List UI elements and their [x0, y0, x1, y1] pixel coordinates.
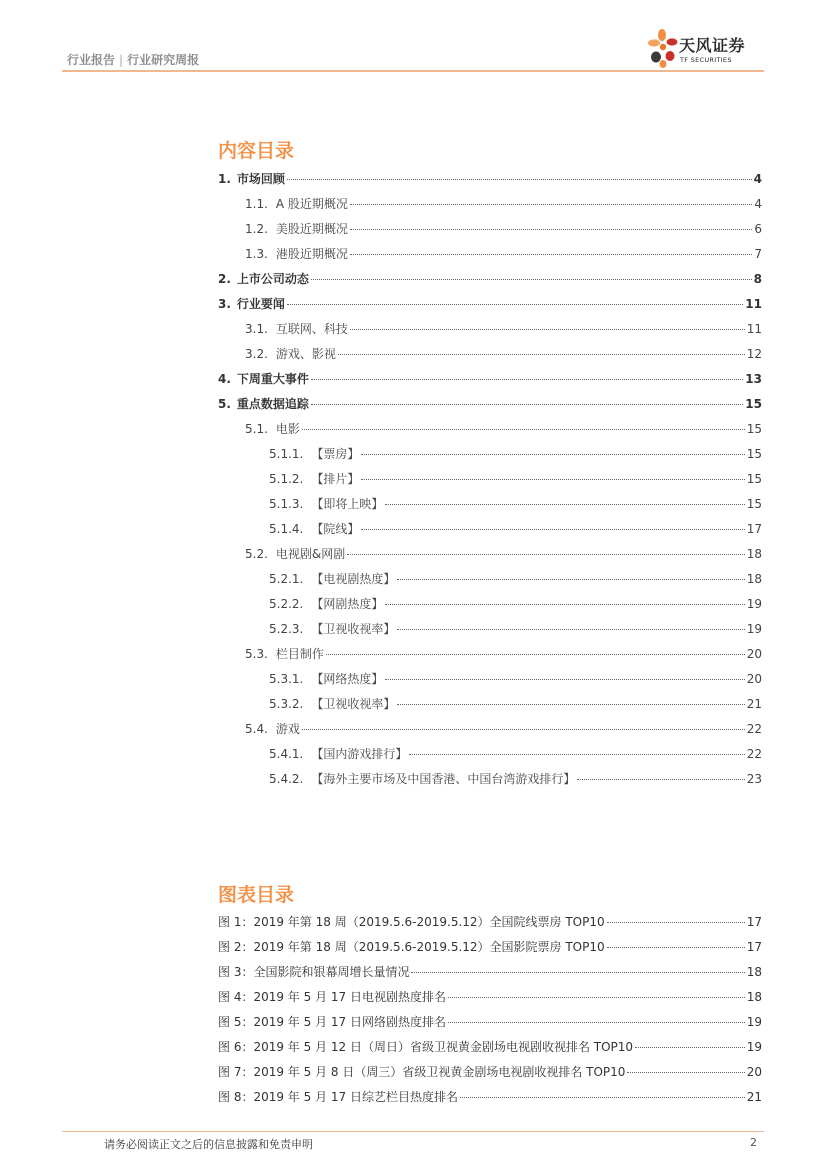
figure-entry-page: 17: [746, 915, 762, 929]
toc-entry-page: 6: [754, 222, 762, 236]
page-number: 2: [750, 1136, 757, 1149]
toc-entry[interactable]: [218, 170, 762, 190]
toc-entry-label: 下周重大事件: [236, 372, 309, 386]
dot-leader: [350, 254, 752, 255]
dot-leader: [411, 972, 744, 973]
figure-entry-page: 18: [746, 965, 762, 979]
dot-leader: [635, 1047, 745, 1048]
toc-entry-page: 15: [746, 472, 762, 486]
toc-entry[interactable]: [218, 395, 762, 415]
figure-entry-page: 19: [746, 1015, 762, 1029]
toc-entry-number: 5.1.1.: [269, 447, 304, 461]
toc-entry-label: 电影: [275, 422, 300, 436]
toc-entry-number: 5.4.: [245, 722, 268, 736]
toc-entry[interactable]: [245, 545, 762, 565]
dot-leader: [607, 947, 745, 948]
toc-entry-page: 21: [746, 697, 762, 711]
toc-entry[interactable]: [245, 220, 762, 240]
toc-entry-page: 8: [753, 272, 762, 286]
toc-entry[interactable]: [245, 345, 762, 365]
brand-subtitle: TF SECURITIES: [680, 56, 732, 64]
dot-leader: [311, 404, 743, 405]
dot-leader: [350, 229, 752, 230]
dot-leader: [397, 629, 744, 630]
dot-leader: [311, 379, 743, 380]
dot-leader: [302, 729, 745, 730]
figure-entry-page: 17: [746, 940, 762, 954]
toc-entry-page: 23: [746, 772, 762, 786]
toc-entry-number: 3.1.: [245, 322, 268, 336]
toc-entry-number: 1.: [218, 172, 231, 186]
report-type: 行业报告: [67, 53, 116, 67]
dot-leader: [361, 454, 744, 455]
toc-entry-label: 【排片】: [311, 472, 360, 486]
dot-leader: [350, 204, 752, 205]
toc-entry[interactable]: [218, 370, 762, 390]
toc-entry[interactable]: [269, 570, 762, 590]
dot-leader: [361, 529, 744, 530]
toc-entry[interactable]: [218, 295, 762, 315]
figure-entry[interactable]: [218, 1038, 762, 1058]
toc-entry-number: 5.3.: [245, 647, 268, 661]
figure-entry-label: 图 4：2019 年 5 月 17 日电视剧热度排名: [218, 990, 446, 1004]
toc-entry-label: 美股近期概况: [275, 222, 348, 236]
dot-leader: [448, 1022, 745, 1023]
toc-entry-label: 【卫视收视率】: [311, 622, 396, 636]
dot-leader: [385, 604, 744, 605]
toc-title: 内容目录: [218, 140, 295, 162]
toc-entry[interactable]: [269, 670, 762, 690]
figure-entry-label: 图 8：2019 年 5 月 17 日综艺栏目热度排名: [218, 1090, 458, 1104]
toc-entry-label: 【票房】: [311, 447, 360, 461]
figure-entry[interactable]: [218, 938, 762, 958]
toc-entry-page: 15: [746, 447, 762, 461]
toc-entry-number: 5.3.1.: [269, 672, 304, 686]
toc-entry[interactable]: [245, 195, 762, 215]
dot-leader: [302, 429, 745, 430]
toc-entry-label: 【网络热度】: [311, 672, 384, 686]
toc-entry-page: 11: [746, 322, 762, 336]
figure-entry-page: 20: [746, 1065, 762, 1079]
toc-entry-label: 电视剧&网剧: [275, 547, 346, 561]
dot-leader: [385, 504, 744, 505]
toc-entry-label: 【国内游戏排行】: [311, 747, 408, 761]
figure-entry[interactable]: [218, 988, 762, 1008]
toc-entry-page: 20: [746, 647, 762, 661]
toc-entry-label: 【网剧热度】: [311, 597, 384, 611]
toc-entry-label: 行业要闻: [236, 297, 285, 311]
figure-entry-label: 图 1：2019 年第 18 周（2019.5.6-2019.5.12）全国院线票房 TOP10: [218, 915, 605, 929]
toc-entry-number: 3.2.: [245, 347, 268, 361]
figure-entry-page: 18: [746, 990, 762, 1004]
toc-entry[interactable]: [269, 770, 762, 790]
toc-entry-page: 18: [746, 572, 762, 586]
toc-entry[interactable]: [269, 445, 762, 465]
dot-leader: [361, 479, 744, 480]
dot-leader: [338, 354, 745, 355]
toc-entry[interactable]: [245, 245, 762, 265]
dot-leader: [448, 997, 745, 998]
figure-entry-page: 19: [746, 1040, 762, 1054]
toc-entry-label: 互联网、科技: [275, 322, 348, 336]
toc-entry[interactable]: [269, 620, 762, 640]
toc-entry[interactable]: [269, 495, 762, 515]
dot-leader: [287, 179, 752, 180]
toc-entry-number: 3.: [218, 297, 231, 311]
toc-entry[interactable]: [269, 520, 762, 540]
toc-entry-number: 5.2.3.: [269, 622, 304, 636]
dot-leader: [409, 754, 744, 755]
report-subtype: 行业研究周报: [127, 53, 200, 67]
flower-logo-icon: [648, 26, 678, 72]
toc-entry[interactable]: [245, 720, 762, 740]
toc-entry-number: 2.: [218, 272, 231, 286]
figure-entry[interactable]: [218, 1063, 762, 1083]
toc-entry-label: 游戏、影视: [275, 347, 336, 361]
toc-entry-label: 港股近期概况: [275, 247, 348, 261]
dot-leader: [347, 554, 744, 555]
header-divider: [62, 70, 764, 72]
dot-leader: [287, 304, 743, 305]
toc-entry-page: 11: [745, 297, 762, 311]
tf-securities-logo: [648, 26, 766, 72]
figure-entry[interactable]: [218, 913, 762, 933]
toc-entry-label: 游戏: [275, 722, 300, 736]
toc-entry[interactable]: [269, 470, 762, 490]
toc-entry[interactable]: [218, 270, 762, 290]
toc-entry-number: 1.3.: [245, 247, 268, 261]
toc-entry-page: 15: [745, 397, 762, 411]
report-category: [67, 51, 199, 68]
toc-entry-page: 17: [746, 522, 762, 536]
dot-leader: [385, 679, 744, 680]
footer-divider: [62, 1131, 764, 1132]
toc-entry-number: 5.: [218, 397, 231, 411]
toc-entry-number: 5.2.: [245, 547, 268, 561]
toc-entry-label: 【电视剧热度】: [311, 572, 396, 586]
toc-entry-number: 5.2.2.: [269, 597, 304, 611]
disclaimer-text: 请务必阅读正文之后的信息披露和免责申明: [104, 1138, 313, 1151]
toc-entry-number: 1.2.: [245, 222, 268, 236]
toc-entry-page: 22: [746, 722, 762, 736]
toc-entry[interactable]: [269, 695, 762, 715]
toc-entry-page: 20: [746, 672, 762, 686]
toc-entry-page: 15: [746, 497, 762, 511]
dot-leader: [326, 654, 745, 655]
toc-entry[interactable]: [245, 420, 762, 440]
figures-title: 图表目录: [218, 884, 295, 906]
toc-entry-label: 【海外主要市场及中国香港、中国台湾游戏排行】: [311, 772, 576, 786]
toc-entry[interactable]: [245, 320, 762, 340]
toc-entry-number: 5.4.2.: [269, 772, 304, 786]
figure-entry[interactable]: [218, 1088, 762, 1108]
toc-entry-page: 4: [753, 172, 762, 186]
toc-entry-label: A 股近期概况: [275, 197, 348, 211]
dot-leader: [460, 1097, 745, 1098]
toc-entry[interactable]: [269, 745, 762, 765]
figure-entry-label: 图 3：全国影院和银幕周增长量情况: [218, 965, 410, 979]
toc-entry-label: 市场回顾: [236, 172, 285, 186]
dot-leader: [577, 779, 744, 780]
toc-entry-number: 5.1.3.: [269, 497, 304, 511]
figure-entry-page: 21: [746, 1090, 762, 1104]
dot-leader: [607, 922, 745, 923]
dot-leader: [397, 579, 744, 580]
toc-entry-page: 12: [746, 347, 762, 361]
brand-name: 天风证券: [679, 36, 746, 55]
toc-entry-page: 7: [754, 247, 762, 261]
toc-entry-label: 上市公司动态: [236, 272, 309, 286]
figure-entry-label: 图 5：2019 年 5 月 17 日网络剧热度排名: [218, 1015, 446, 1029]
dot-leader: [350, 329, 745, 330]
toc-entry-page: 19: [746, 597, 762, 611]
toc-entry-number: 5.1.4.: [269, 522, 304, 536]
dot-leader: [397, 704, 744, 705]
toc-entry-label: 【院线】: [311, 522, 360, 536]
toc-entry-number: 4.: [218, 372, 231, 386]
toc-entry-label: 【即将上映】: [311, 497, 384, 511]
dot-leader: [627, 1072, 744, 1073]
toc-entry-page: 4: [754, 197, 762, 211]
figure-entry[interactable]: [218, 963, 762, 983]
toc-entry-page: 15: [746, 422, 762, 436]
toc-entry-number: 5.1.2.: [269, 472, 304, 486]
toc-entry-label: 【卫视收视率】: [311, 697, 396, 711]
figure-entry[interactable]: [218, 1013, 762, 1033]
toc-entry-label: 栏目制作: [275, 647, 324, 661]
toc-entry[interactable]: [245, 645, 762, 665]
toc-entry-page: 19: [746, 622, 762, 636]
figure-entry-label: 图 2：2019 年第 18 周（2019.5.6-2019.5.12）全国影院票房 TOP10: [218, 940, 605, 954]
toc-entry-number: 5.2.1.: [269, 572, 304, 586]
toc-entry-label: 重点数据追踪: [236, 397, 309, 411]
toc-entry-number: 5.3.2.: [269, 697, 304, 711]
dot-leader: [311, 279, 752, 280]
header-separator: |: [119, 53, 124, 67]
toc-entry-number: 5.1.: [245, 422, 268, 436]
figure-entry-label: 图 7：2019 年 5 月 8 日（周三）省级卫视黄金剧场电视剧收视排名 TOP10: [218, 1065, 626, 1079]
toc-entry-page: 13: [745, 372, 762, 386]
toc-entry[interactable]: [269, 595, 762, 615]
toc-entry-number: 5.4.1.: [269, 747, 304, 761]
toc-entry-number: 1.1.: [245, 197, 268, 211]
figure-entry-label: 图 6：2019 年 5 月 12 日（周日）省级卫视黄金剧场电视剧收视排名 TOP10: [218, 1040, 634, 1054]
toc-entry-page: 22: [746, 747, 762, 761]
toc-entry-page: 18: [746, 547, 762, 561]
